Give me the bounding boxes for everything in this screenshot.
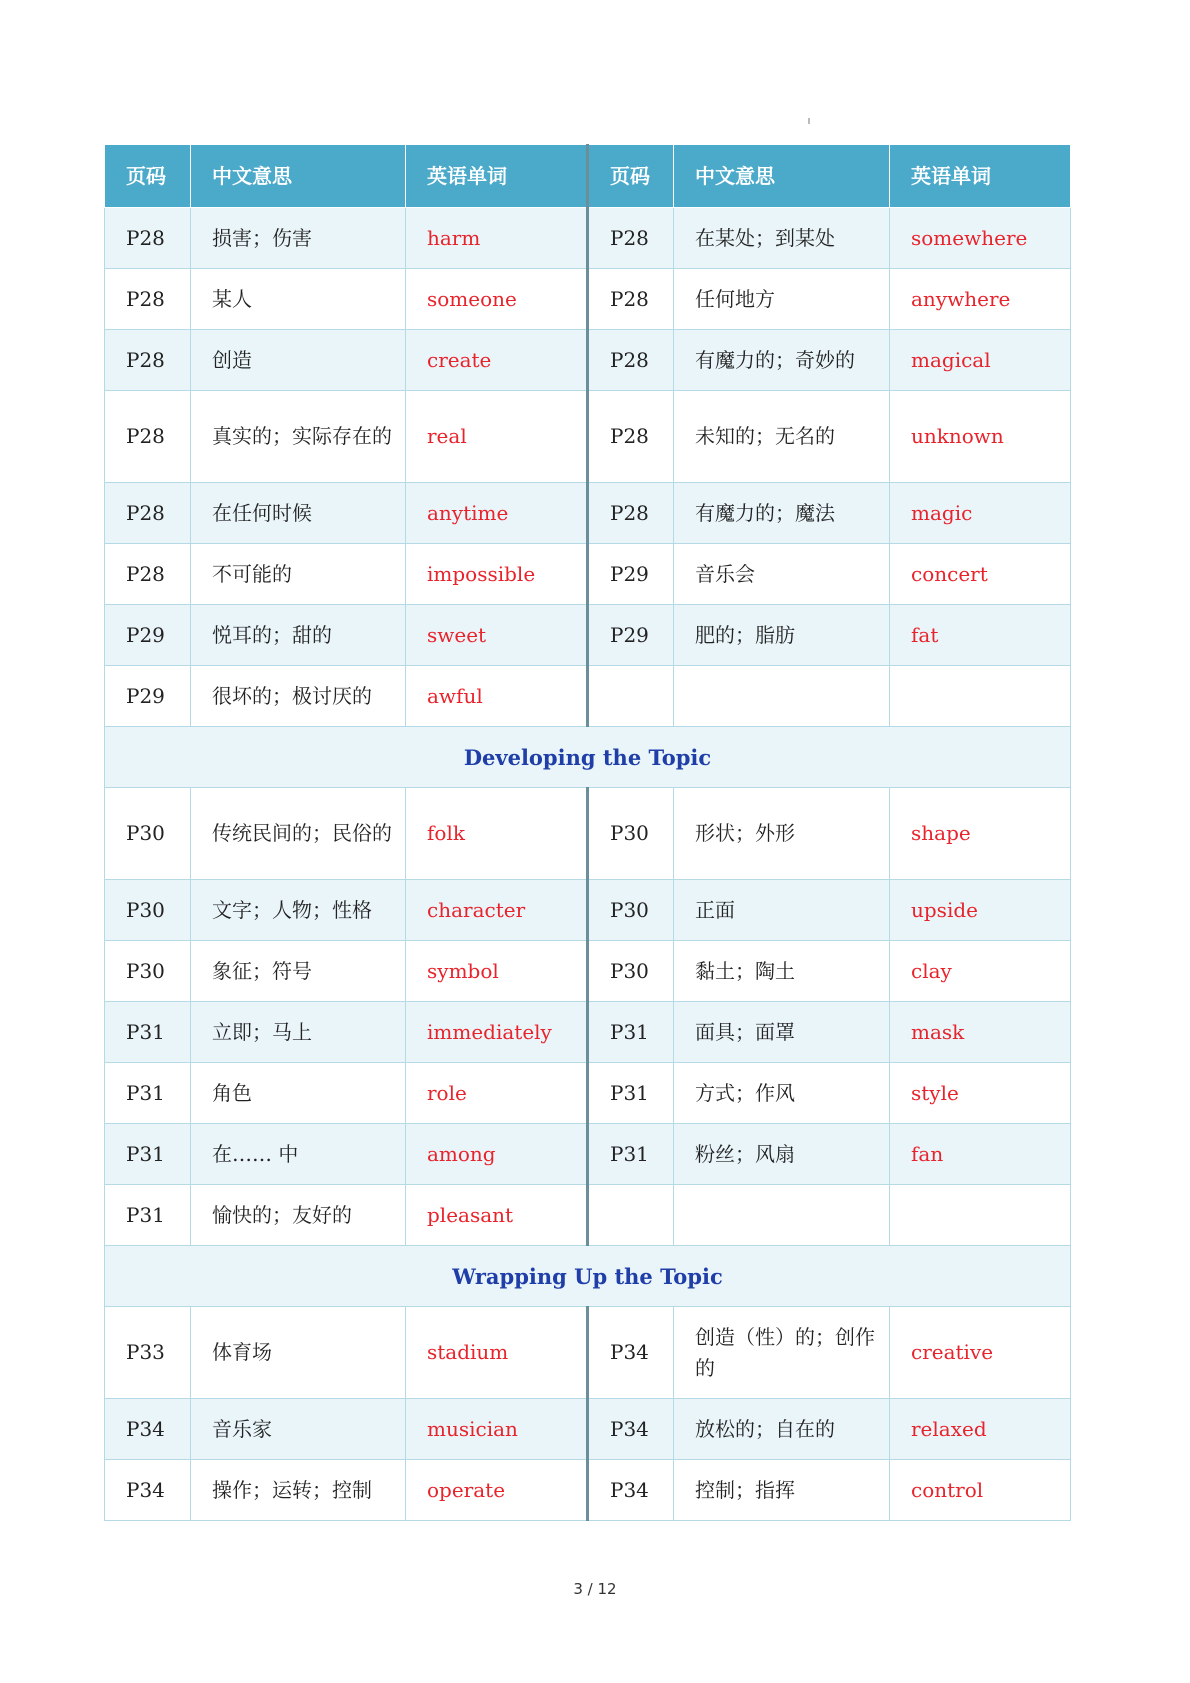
chinese-cell: 很坏的；极讨厌的 bbox=[191, 666, 406, 727]
chinese-cell: 形状；外形 bbox=[674, 788, 890, 880]
table-row bbox=[105, 1063, 1071, 1124]
page-cell: P28 bbox=[588, 391, 674, 483]
english-cell: sweet bbox=[406, 605, 588, 666]
english-cell: relaxed bbox=[890, 1399, 1071, 1460]
header-english-right: 英语单词 bbox=[890, 145, 1071, 208]
page-cell: P28 bbox=[105, 269, 191, 330]
english-cell: operate bbox=[406, 1460, 588, 1521]
chinese-cell: 创造（性）的；创作的 bbox=[674, 1307, 890, 1399]
english-cell: clay bbox=[890, 941, 1071, 1002]
english-cell: shape bbox=[890, 788, 1071, 880]
table-row bbox=[105, 605, 1071, 666]
header-page-right: 页码 bbox=[588, 145, 674, 208]
english-cell: impossible bbox=[406, 544, 588, 605]
header-page-left: 页码 bbox=[105, 145, 191, 208]
chinese-cell: 未知的；无名的 bbox=[674, 391, 890, 483]
page-cell: P28 bbox=[105, 483, 191, 544]
page-cell: P28 bbox=[588, 208, 674, 269]
table-row bbox=[105, 880, 1071, 941]
page-cell: P31 bbox=[588, 1063, 674, 1124]
english-cell: among bbox=[406, 1124, 588, 1185]
page-cell: P30 bbox=[588, 880, 674, 941]
chinese-cell: 文字；人物；性格 bbox=[191, 880, 406, 941]
english-cell: symbol bbox=[406, 941, 588, 1002]
page-cell: P30 bbox=[588, 941, 674, 1002]
table-row bbox=[105, 1460, 1071, 1521]
header-english-left: 英语单词 bbox=[406, 145, 588, 208]
table-row bbox=[105, 1185, 1071, 1246]
vocabulary-table bbox=[104, 144, 1071, 1521]
table-row bbox=[105, 544, 1071, 605]
page-cell: P34 bbox=[588, 1460, 674, 1521]
page-cell: P30 bbox=[105, 788, 191, 880]
english-cell: style bbox=[890, 1063, 1071, 1124]
chinese-cell: 立即；马上 bbox=[191, 1002, 406, 1063]
page-cell: P29 bbox=[588, 544, 674, 605]
table-row bbox=[105, 666, 1071, 727]
english-cell: anytime bbox=[406, 483, 588, 544]
chinese-cell: 角色 bbox=[191, 1063, 406, 1124]
chinese-cell bbox=[674, 666, 890, 727]
chinese-cell: 在某处；到某处 bbox=[674, 208, 890, 269]
chinese-cell: 悦耳的；甜的 bbox=[191, 605, 406, 666]
chinese-cell: 有魔力的；奇妙的 bbox=[674, 330, 890, 391]
english-cell: stadium bbox=[406, 1307, 588, 1399]
section-title: Developing the Topic bbox=[105, 727, 1071, 788]
english-cell: immediately bbox=[406, 1002, 588, 1063]
english-cell bbox=[890, 1185, 1071, 1246]
header-chinese-right: 中文意思 bbox=[674, 145, 890, 208]
page-cell: P28 bbox=[588, 269, 674, 330]
page-cell: P34 bbox=[105, 1460, 191, 1521]
page-cell: P30 bbox=[588, 788, 674, 880]
english-cell: creative bbox=[890, 1307, 1071, 1399]
section-heading-row bbox=[105, 1246, 1071, 1307]
page-cell: P33 bbox=[105, 1307, 191, 1399]
page-cell: P31 bbox=[105, 1063, 191, 1124]
page-cell: P31 bbox=[105, 1124, 191, 1185]
chinese-cell: 面具；面罩 bbox=[674, 1002, 890, 1063]
page-cell: P31 bbox=[105, 1002, 191, 1063]
english-cell: create bbox=[406, 330, 588, 391]
english-cell: upside bbox=[890, 880, 1071, 941]
english-cell: awful bbox=[406, 666, 588, 727]
table-row bbox=[105, 1307, 1071, 1399]
english-cell: magic bbox=[890, 483, 1071, 544]
page-cell bbox=[588, 1185, 674, 1246]
english-cell: control bbox=[890, 1460, 1071, 1521]
chinese-cell: 在任何时候 bbox=[191, 483, 406, 544]
english-cell: concert bbox=[890, 544, 1071, 605]
english-cell: pleasant bbox=[406, 1185, 588, 1246]
table-row bbox=[105, 1399, 1071, 1460]
page-cell: P29 bbox=[588, 605, 674, 666]
table-row bbox=[105, 788, 1071, 880]
english-cell bbox=[890, 666, 1071, 727]
chinese-cell bbox=[674, 1185, 890, 1246]
page-cell: P28 bbox=[588, 483, 674, 544]
page-cell: P28 bbox=[105, 544, 191, 605]
chinese-cell: 放松的；自在的 bbox=[674, 1399, 890, 1460]
section-title: Wrapping Up the Topic bbox=[105, 1246, 1071, 1307]
chinese-cell: 任何地方 bbox=[674, 269, 890, 330]
english-cell: real bbox=[406, 391, 588, 483]
chinese-cell: 损害；伤害 bbox=[191, 208, 406, 269]
english-cell: harm bbox=[406, 208, 588, 269]
english-cell: fat bbox=[890, 605, 1071, 666]
chinese-cell: 传统民间的；民俗的 bbox=[191, 788, 406, 880]
page-cell: P29 bbox=[105, 605, 191, 666]
english-cell: character bbox=[406, 880, 588, 941]
chinese-cell: 创造 bbox=[191, 330, 406, 391]
scan-mark bbox=[808, 118, 810, 124]
page-cell: P34 bbox=[105, 1399, 191, 1460]
page-cell: P34 bbox=[588, 1399, 674, 1460]
page-cell: P28 bbox=[105, 391, 191, 483]
english-cell: somewhere bbox=[890, 208, 1071, 269]
section-heading-row bbox=[105, 727, 1071, 788]
english-cell: folk bbox=[406, 788, 588, 880]
english-cell: someone bbox=[406, 269, 588, 330]
english-cell: magical bbox=[890, 330, 1071, 391]
table-row bbox=[105, 1124, 1071, 1185]
page-cell: P30 bbox=[105, 880, 191, 941]
chinese-cell: 正面 bbox=[674, 880, 890, 941]
page-cell: P34 bbox=[588, 1307, 674, 1399]
page-cell: P28 bbox=[588, 330, 674, 391]
chinese-cell: 象征；符号 bbox=[191, 941, 406, 1002]
header-chinese-left: 中文意思 bbox=[191, 145, 406, 208]
table-header-row bbox=[105, 145, 1071, 208]
page-cell: P31 bbox=[588, 1002, 674, 1063]
table-row bbox=[105, 330, 1071, 391]
page-cell: P31 bbox=[105, 1185, 191, 1246]
chinese-cell: 粉丝；风扇 bbox=[674, 1124, 890, 1185]
table-row bbox=[105, 483, 1071, 544]
english-cell: anywhere bbox=[890, 269, 1071, 330]
table-row bbox=[105, 269, 1071, 330]
chinese-cell: 音乐家 bbox=[191, 1399, 406, 1460]
table-row bbox=[105, 941, 1071, 1002]
chinese-cell: 真实的；实际存在的 bbox=[191, 391, 406, 483]
table-row bbox=[105, 208, 1071, 269]
table-row bbox=[105, 391, 1071, 483]
page-cell bbox=[588, 666, 674, 727]
english-cell: mask bbox=[890, 1002, 1071, 1063]
page-cell: P31 bbox=[588, 1124, 674, 1185]
chinese-cell: 方式；作风 bbox=[674, 1063, 890, 1124]
chinese-cell: 有魔力的；魔法 bbox=[674, 483, 890, 544]
page-cell: P29 bbox=[105, 666, 191, 727]
chinese-cell: 某人 bbox=[191, 269, 406, 330]
page-number: 3 / 12 bbox=[573, 1580, 617, 1598]
english-cell: musician bbox=[406, 1399, 588, 1460]
chinese-cell: 不可能的 bbox=[191, 544, 406, 605]
chinese-cell: 操作；运转；控制 bbox=[191, 1460, 406, 1521]
chinese-cell: 音乐会 bbox=[674, 544, 890, 605]
page-cell: P28 bbox=[105, 208, 191, 269]
chinese-cell: 控制；指挥 bbox=[674, 1460, 890, 1521]
chinese-cell: 体育场 bbox=[191, 1307, 406, 1399]
english-cell: role bbox=[406, 1063, 588, 1124]
chinese-cell: 黏土；陶土 bbox=[674, 941, 890, 1002]
page-cell: P28 bbox=[105, 330, 191, 391]
chinese-cell: 在…… 中 bbox=[191, 1124, 406, 1185]
table-row bbox=[105, 1002, 1071, 1063]
chinese-cell: 愉快的；友好的 bbox=[191, 1185, 406, 1246]
english-cell: fan bbox=[890, 1124, 1071, 1185]
page-cell: P30 bbox=[105, 941, 191, 1002]
english-cell: unknown bbox=[890, 391, 1071, 483]
chinese-cell: 肥的；脂肪 bbox=[674, 605, 890, 666]
